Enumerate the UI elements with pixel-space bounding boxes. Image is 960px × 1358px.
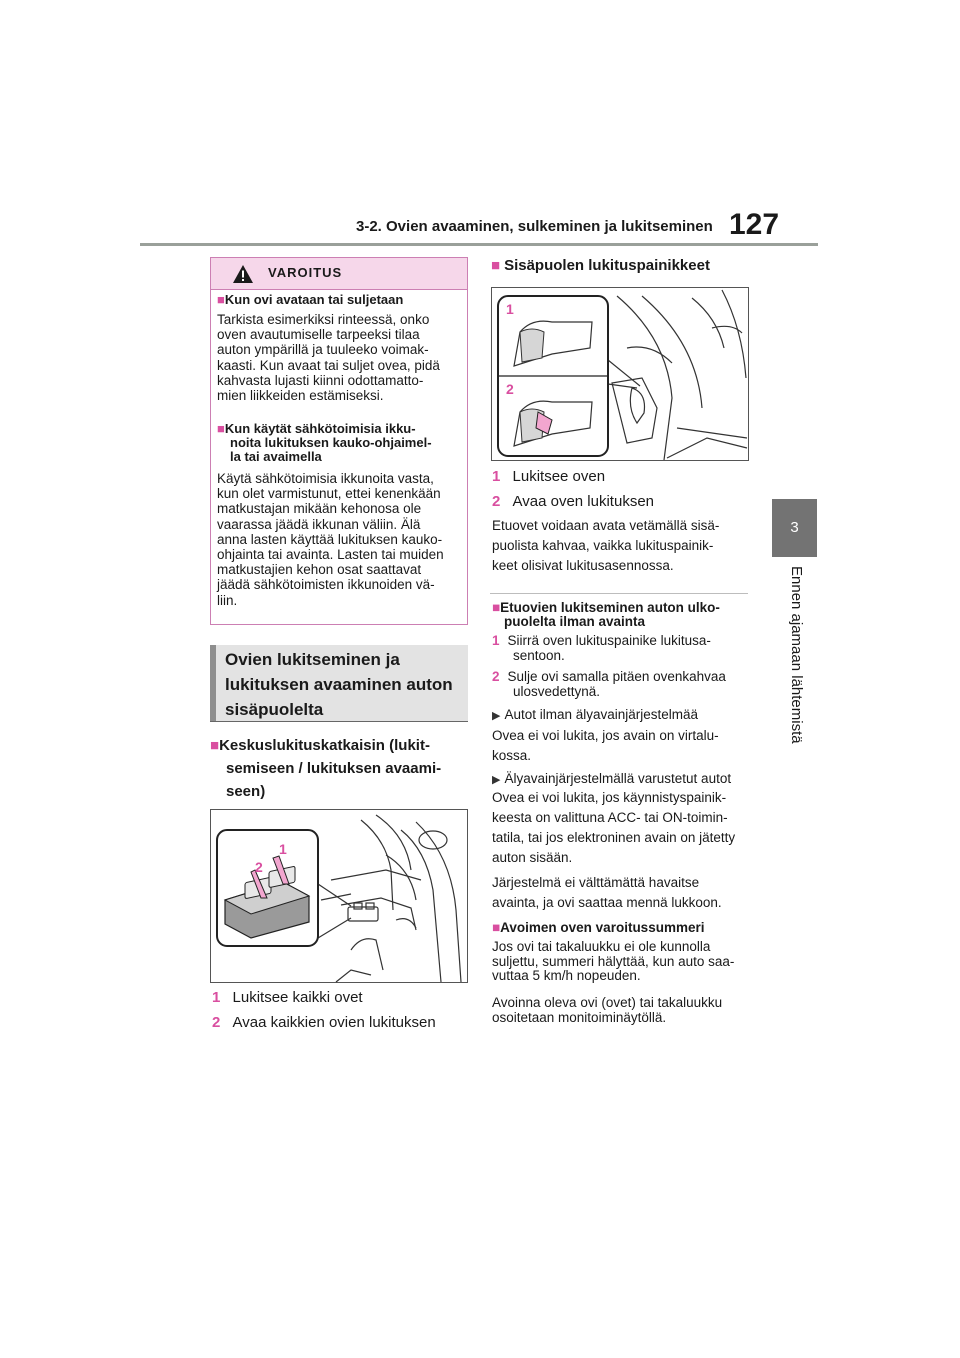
inside-buttons-illustration [491, 287, 749, 461]
section-title-box [210, 645, 468, 721]
warning-text-1: Tarkista esimerkiksi rinteessä, onko oven avautumiselle tarpeeksi tilaa auton ympärillä ja tuuleeko voimak- kaasti. Kun avaat tai suljet ovea, pidä kahvasta lujasti kiinni odottamatto- mien liikkeiden estämiseksi. [217, 312, 440, 404]
outside-lock-para-1: Ovea ei voi lukita, jos avain on virtalu- kossa. [492, 728, 719, 763]
warning-header [211, 258, 467, 290]
callout-1: 1 [279, 841, 287, 857]
section-title: Ovien lukitseminen ja lukituksen avaaminen auton sisäpuolelta [225, 650, 453, 719]
bullet-no-smart-key: ▶ Autot ilman älyavainjärjestelmää [492, 707, 699, 722]
inside-buttons-step-2: 2 Avaa oven lukituksen [492, 493, 654, 510]
page-number: 127 [729, 208, 780, 241]
outside-lock-para-2: Ovea ei voi lukita, jos käynnistyspainik- keesta on valittuna ACC- tai ON-toimin- tatila, tai jos elektroninen avain on jätetty auton sisään. [492, 790, 736, 865]
inside-buttons-note: Etuovet voidaan avata vetämällä sisä- puolista kahvaa, vaikka lukituspainik- keet olisivat lukitusasennossa. [492, 518, 720, 573]
warning-box [210, 257, 468, 625]
central-lock-step-2: 2 Avaa kaikkien ovien lukituksen [212, 1014, 436, 1031]
triangle-bullet-icon: ▶ [492, 774, 501, 786]
outside-lock-step-1: 1 Siirrä oven lukituspainike lukitusa- sentoon. [492, 633, 711, 663]
central-lock-step-1: 1 Lukitsee kaikki ovet [212, 989, 363, 1006]
warning-label: VAROITUS [268, 265, 343, 280]
central-lock-illustration [210, 809, 468, 983]
bullet-smart-key: ▶ Älyavainjärjestelmällä varustetut autot [492, 771, 732, 786]
chapter-side-label: Ennen ajamaan lähtemistä [788, 566, 805, 744]
warning-triangle-icon [232, 264, 254, 284]
warning-text-2: Käytä sähkötoimisia ikkunoita vasta, kun olet varmistunut, ettei kenenkään matkustajan mikään kehonosa ole vaarassa jäädä ikkunan väliin. Älä anna lasten käyttää lukituksen kauko- ohjainta tai avainta. Lasten tai muiden matkustajien kehon osat saattavat jäädä sähkötoimisten ikkunoiden vä- liin. [217, 471, 444, 608]
warning-subheading-1: ■Kun ovi avataan tai suljetaan [217, 292, 404, 307]
warning-subheading-2: ■Kun käytät sähkötoimisia ikku- noita lukituksen kauko-ohjaimel- la tai avaimella [217, 421, 432, 464]
central-lock-drawing [211, 810, 469, 984]
buzzer-para-2: Avoinna oleva ovi (ovet) tai takaluukku osoitetaan monitoiminäytöllä. [492, 995, 723, 1025]
buzzer-para-1: Jos ovi tai takaluukku ei ole kunnolla suljettu, summeri hälyttää, kun auto saa- vuttaa 5 km/h nopeuden. [492, 939, 735, 983]
inside-buttons-drawing [492, 288, 750, 462]
callout-1: 1 [506, 301, 514, 317]
outside-lock-heading: ■Etuovien lukitseminen auton ulko- puolelta ilman avainta [492, 600, 720, 629]
buzzer-heading: ■Avoimen oven varoitussummeri [492, 920, 705, 935]
header-title: 3-2. Ovien avaaminen, sulkeminen ja lukitseminen [356, 218, 713, 235]
central-lock-heading: ■Keskuslukituskatkaisin (lukit- semiseen / lukituksen avaami- seen) [210, 737, 442, 800]
divider-rule [490, 593, 748, 594]
inside-buttons-step-1: 1 Lukitsee oven [492, 468, 606, 485]
header-rule [140, 243, 818, 246]
callout-2: 2 [255, 859, 263, 875]
callout-2: 2 [506, 381, 514, 397]
triangle-bullet-icon: ▶ [492, 710, 501, 722]
chapter-tab[interactable]: 3 [772, 499, 817, 557]
outside-lock-step-2: 2 Sulje ovi samalla pitäen ovenkahvaa ulosvedettynä. [492, 669, 726, 699]
section-rule [210, 721, 468, 722]
outside-lock-para-3: Järjestelmä ei välttämättä havaitse avainta, ja ovi saattaa mennä lukkoon. [492, 875, 722, 910]
inside-buttons-heading: ■ Sisäpuolen lukituspainikkeet [491, 257, 710, 274]
